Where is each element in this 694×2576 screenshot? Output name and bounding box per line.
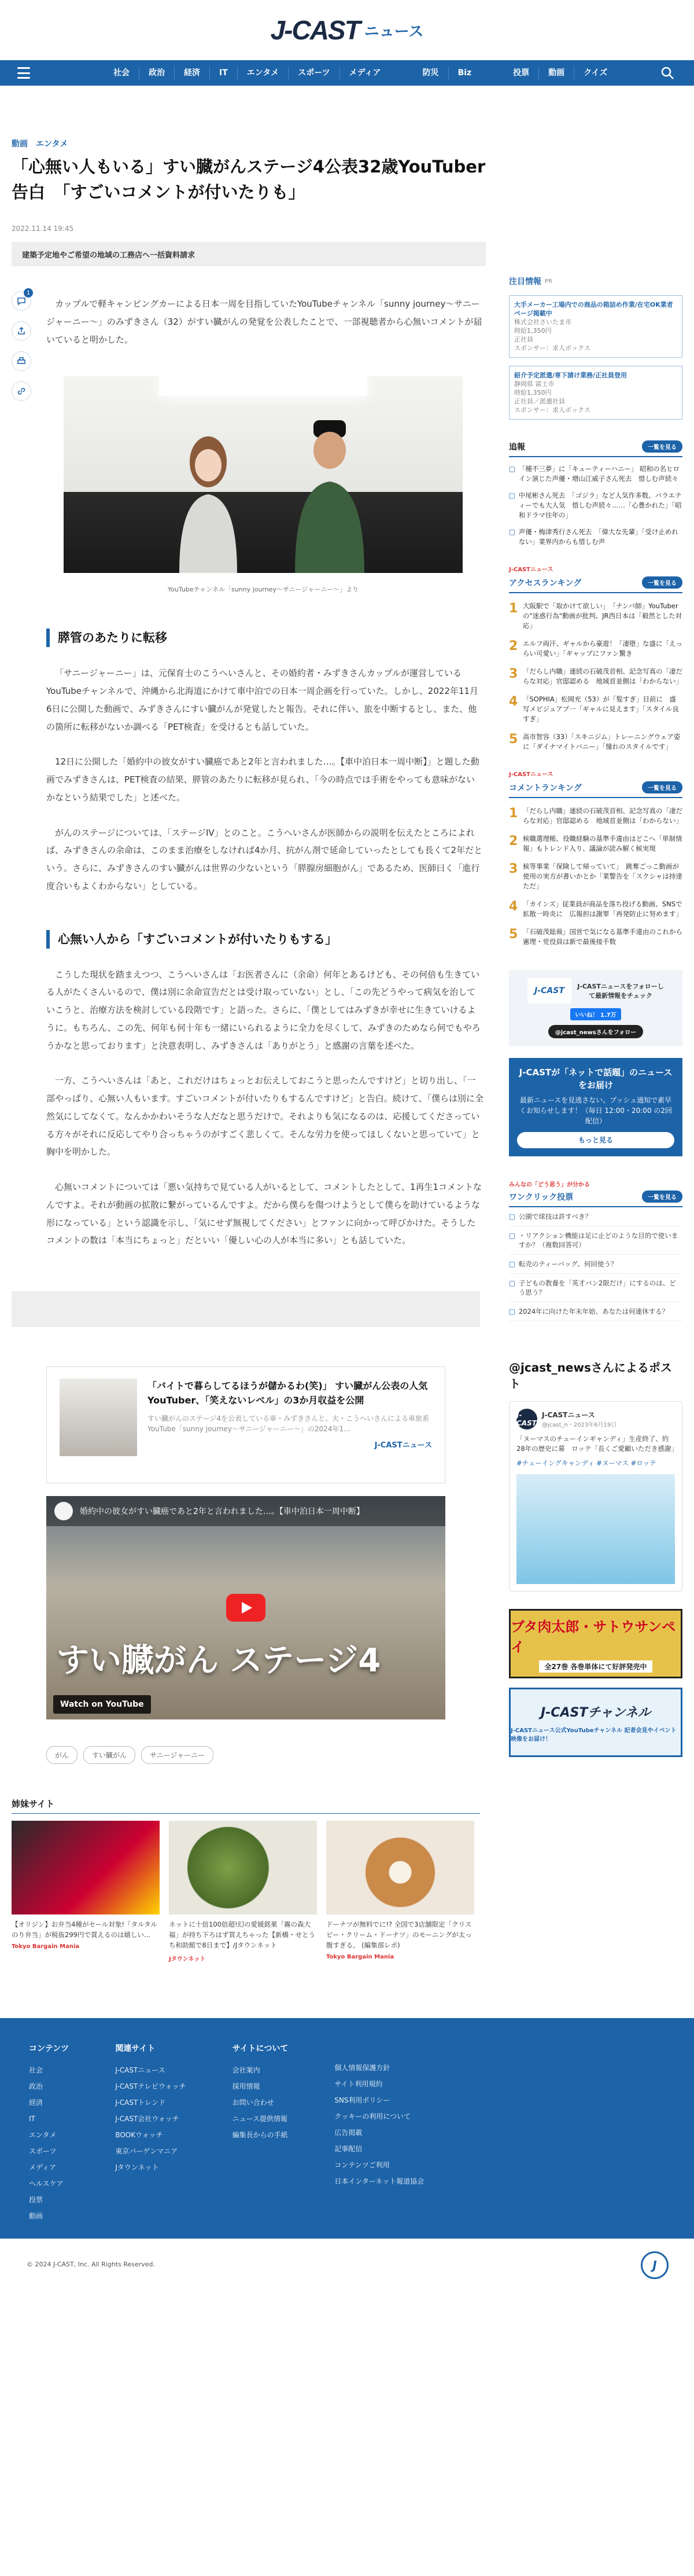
related-thumbnail <box>60 1379 137 1456</box>
pr-card[interactable]: 大手メーカー工場内での商品の箱詰め作業/在宅OK業者ページ掲載中 株式会社さいたま市 時給1,350円 正社員 スポンサー：求人ボックス <box>509 295 682 358</box>
poll-question[interactable]: □ ・リアクション機能は足に止どのような目的で使いますか？（複数回答可） <box>509 1226 682 1255</box>
footer-link[interactable]: 会社案内 <box>232 2066 260 2074</box>
category-link[interactable]: 動画 <box>12 139 28 149</box>
footer-col-about: サイトについて 会社案内 採用情報 お問い合わせ ニュース提供情報 編集長からの手紙 <box>232 2042 289 2224</box>
poll-question[interactable]: □ 公園で球技は許すべき？ <box>509 1207 682 1226</box>
sister-card[interactable] <box>326 1821 474 1963</box>
sister-card-source: Tokyo Bargain Mania <box>326 1954 394 1960</box>
tag[interactable]: がん <box>46 1746 77 1764</box>
ad-slot <box>12 1291 480 1327</box>
ranking-label: J-CASTニュース <box>509 567 553 573</box>
related-article-card[interactable] <box>46 1366 445 1483</box>
jcast-emblem: J <box>641 2251 669 2279</box>
pr-card[interactable]: 紹介予定派遣/専下請け業務/正社員登用 静岡県 富士市 時給1,350円 正社員／派遣社員 スポンサー：求人ボックス <box>509 366 682 420</box>
footer-link[interactable]: サイト利用規約 <box>334 2080 383 2088</box>
footer-col-policy <box>334 2042 424 2224</box>
site-footer <box>0 2018 694 2290</box>
footer-bottom <box>0 2239 694 2290</box>
more-button[interactable]: 一覧を見る <box>642 781 682 793</box>
sister-card-text: ドーナツが無料でに!? 全国で3店舗限定「クリスピー・クリーム・ドーナツ」のモーニングが太っ腹すぎる。 (編集部レポ) <box>326 1920 472 1949</box>
ranking-item[interactable]: 1 大阪駅で「取かけて欲しい」 「ナンパ師」YouTuberの"迷惑行為"動画が批判、JR西日本は「毅然とした対応」 <box>509 601 682 630</box>
nav-item[interactable]: 社会 <box>113 68 130 78</box>
article-paragraph: こうした現状を踏まえつつ、こうへいさんは「お医者さんに（余命）何年とあるけども、その何倍も生きている人がたくさんいるので、僕は別に余命宣告だとは受け取っていない」とし、「この先どうやって病気を治していこうと、治療方法を検討している段階です」と語った。さらに、「僕としてはみずきが幸せに生きていけるように。もちろん、この先、何年も何十年も一緒にいられるように全力を尽くして、みずきのためなら何でもやろうかなと思っております」と決意表明し、みずきさんは「ありがとう」と感謝の言葉を述べた。 <box>46 969 481 1051</box>
footer-link[interactable]: J-CASTテレビウォッチ <box>115 2082 186 2090</box>
access-ranking-header: アクセスランキング 一覧を見る <box>509 576 682 593</box>
poll-question[interactable]: □ 子どもの教養を「英才バン2限だけ」にするのは、どう思う？ <box>509 1274 682 1302</box>
related-source: J-CASTニュース <box>374 1441 432 1450</box>
footer-link[interactable]: 採用情報 <box>232 2082 260 2090</box>
comment-icon <box>17 296 26 306</box>
footer-link[interactable]: 投票 <box>29 2196 43 2204</box>
copy-link-button[interactable] <box>12 381 31 401</box>
footer-col-related: 関連サイト J-CASTニュース J-CASTテレビウォッチ J-CASTトレンド J-CAST会社ウォッチ BOOKウォッチ 東京バーゲンマニア Jタウンネット <box>115 2042 186 2224</box>
ranking-item[interactable]: 4 「カインズ」従業員が商品を落ち投げる動画、SNSで拡散一時炎に 広報担は謝罪「再発防止に努めます」 <box>509 899 682 918</box>
nav-item[interactable]: スポーツ <box>288 67 339 79</box>
man-figure <box>289 417 370 573</box>
nav-item[interactable]: 防災 <box>422 68 439 78</box>
poll-question[interactable]: □ 転売のティーバッグ、何回使う？ <box>509 1255 682 1274</box>
nav-item[interactable]: Biz <box>448 67 481 79</box>
video-title[interactable]: 婚約中の彼女がすい臓癌であと2年と言われました…。【車中泊日本一周中断】 <box>80 1507 364 1516</box>
category-link[interactable]: エンタメ <box>36 139 68 149</box>
ranking-item[interactable]: 1 「だらし内職」連続の石破茂首相、記念写真の「凄だらな対応」官邸認める 地域首並側は「わからない」 <box>509 806 682 825</box>
footer-link[interactable]: 日本インターネット報道協会 <box>334 2177 424 2185</box>
nav-item[interactable]: 政治 <box>139 67 174 79</box>
watch-on-youtube[interactable]: Watch on YouTube <box>53 1695 151 1714</box>
comment-ranking-header: コメントランキング 一覧を見る <box>509 781 682 798</box>
sister-card[interactable] <box>169 1821 317 1963</box>
footer-link[interactable]: お問い合わせ <box>232 2099 274 2107</box>
logo-wordmark: J-CAST <box>270 15 360 45</box>
search-icon[interactable] <box>660 66 674 80</box>
sister-card-source: Tokyo Bargain Mania <box>12 1943 80 1950</box>
access-ranking-list <box>509 601 682 752</box>
footer-link[interactable]: エンタメ <box>29 2131 57 2139</box>
article-paragraph: 一方、こうへいさんは「あと、これだけはちょっとお伝えしておこうと思ったんですけど」と切り出し、「一部やっぱり、心無い人もいます。すごいコメントが付いたりもするんですけど」と告白。続けて、「僕らは別に全然気にしてなくて。なんかかわいそうな人だなと思うだけで。それよりも気になるのは、応援してくださっている方々がそれに反応してやり合っちゃうのがすごく悲しくて。そんな労力を使ってほしくないと思っていて」と胸中を明かした。 <box>46 1075 484 1157</box>
ranking-item[interactable]: 3 候等事業「保険して帰っていて」 跳奪ごっこ動画が使用の実方が書いかとか「業警告を「スクシャは持達ただ」 <box>509 862 682 890</box>
jcast-channel-banner[interactable]: J-CASTチャンネル J-CASTニュース公式YouTubeチャンネル 記者会見やイベント映像をお届け！ <box>509 1688 682 1757</box>
twitter-timeline: @jcast_newsさんによるポスト J-CAST J-CASTニュース @jcast_n・2023年6月19日 「ヌーマスのチューインギャンディ」生産終了、約28年の歴史に幕 ロッテ「長くご愛顧いただき感謝」 #チューイングキャンディ #ヌーマス #ロッテ <box>509 1359 682 1592</box>
tweet-card[interactable]: J-CAST J-CASTニュース @jcast_n・2023年6月19日 「ヌーマスのチューインギャンディ」生産終了、約28年の歴史に幕 ロッテ「長くご愛顧いただき感謝」 #チューイングキャンディ #ヌーマス #ロッテ <box>509 1401 682 1592</box>
section-heading: 心無い人から「すごいコメントが付いたりもする」 <box>46 930 483 949</box>
print-button[interactable] <box>12 351 31 371</box>
footer-link[interactable]: メディア <box>29 2163 57 2171</box>
tweet-image <box>516 1474 675 1584</box>
article-main <box>12 86 486 1963</box>
article-paragraph: 心無いコメントについては「悪い気持ちで見ている人がいるとして、コメントしたとして、1再生1コメントなんですよ。それが動画の拡散に繋がっているんですよ。だから僕らを傷つけようとして僕らを助けているような形になっている」という認識を示し、「気にせず無視してください」とファンに向かって呼びかけた。そうしたコメントの数は「本当にちょっと」だといい「優しい心の人が本当に多い」とも話していた。 <box>46 1182 482 1246</box>
nav-item[interactable]: エンタメ <box>237 67 288 79</box>
article-title: 「心無い人もいる」すい臓がんステージ4公表32歳YouTuber告白 「すごいコメントが付いたりも」 <box>12 157 486 202</box>
nav-item[interactable]: IT <box>209 67 237 79</box>
footer-link[interactable]: 編集長からの手紙 <box>232 2131 288 2139</box>
youtube-embed[interactable] <box>46 1496 445 1719</box>
footer-link[interactable]: SNS利用ポリシー <box>334 2096 390 2104</box>
list-item[interactable]: □ 中尾彬さん死去 「ゴジラ」など人気作多数、バラエティーでも大人気 惜しむ声続々……「心豊かれた」「昭和ドラマ往年の」 <box>509 491 682 519</box>
attention-title: 注目情報 PR <box>509 277 552 286</box>
article-paragraph: 12日に公開した「婚約中の彼女がすい臓癌であと2年と言われました…。【車中泊日本一周中断】」と題した動画でみずきさんは、PET検査の結果、膵管のあたりに転移が見られ、「今の時点では手術をやっても意味がないかなという結果でした」と述べた。 <box>46 756 479 803</box>
jcast-logo-small: J-CAST <box>527 978 571 1004</box>
footer-link[interactable]: J-CASTニュース <box>115 2066 165 2074</box>
nav-item[interactable]: メディア <box>339 67 390 79</box>
footer-link[interactable]: BOOKウォッチ <box>115 2131 163 2139</box>
footer-link[interactable]: コンテンツご利用 <box>334 2161 390 2169</box>
share-icon <box>17 326 26 336</box>
menu-icon[interactable] <box>17 67 30 79</box>
sister-card-text: ネットに十倍100倍超!幻の愛媛銘菓「霧の森大福」が持ち下ろはず買えちゃった【新橋・せとうち和助館で8日まで】/Jタウンネット <box>169 1920 315 1949</box>
article-intro: カップルで軽キャンピングカーによる日本一周を目指していたYouTubeチャンネル「sunny journey〜サニージャーニー〜」のみずきさん（32）がすい臓がんの発覚を公表したことで、一部視聴者から心無いコメントが届いていると明かした。 <box>46 299 482 345</box>
footer-link[interactable]: 広告掲載 <box>334 2129 363 2137</box>
push-notification-box: J-CASTが「ネットで話題」のニュースをお届け 最新ニュースを見逃さない。プッシュ通知で素早くお知らせします！（毎日 12:00・20:00 の2回配信） もっと見る <box>509 1058 682 1156</box>
footer-link[interactable]: ヘルスケア <box>29 2180 64 2188</box>
comment-ranking-list <box>509 806 689 947</box>
print-icon <box>17 357 26 366</box>
nav-item[interactable]: 投票 <box>513 68 530 78</box>
list-item[interactable]: □ 「種不三夢」に「キューティーハニー」 昭和の名ヒロイン演じた声優・増山江威子さん死去 惜しむ声続々 <box>509 465 680 483</box>
poll-question[interactable]: □ 2024年に向けた年末年始、あなたは何連休する？ <box>509 1302 682 1321</box>
footer-col-contents: コンテンツ 社会 政治 経済 IT エンタメ スポーツ メディア ヘルスケア 投票 動画 <box>29 2042 69 2224</box>
ranking-item[interactable]: 3 「だらし内職」連続の石破茂首相、記念写真の「凄だらな対応」官邸認める 地域首並側は「わからない」 <box>509 667 682 685</box>
sister-card-text: 【オリジン】お弁当4種がセール対象!「タルタルのり弁当」が税抜299円で買えるのは嬉しい... <box>12 1920 157 1939</box>
footer-link[interactable]: クッキーの利用について <box>334 2112 411 2121</box>
ranking-item[interactable]: 5 高市智容（33）「スキニジム」トレーニングウェア姿に「ダイナマイトバニー」「憧れのスタイルです」 <box>509 732 681 751</box>
footer-link[interactable]: Jタウンネット <box>115 2163 159 2171</box>
tag[interactable]: すい臓がん <box>83 1746 135 1764</box>
photo-caption: YouTubeチャンネル「sunny journey〜サニージャーニー〜」より <box>167 586 359 594</box>
nav-list <box>104 60 617 86</box>
footer-link[interactable]: 動画 <box>29 2212 43 2220</box>
footer-link[interactable]: 記事配信 <box>334 2145 363 2153</box>
sister-sites <box>12 1798 474 1963</box>
footer-link[interactable]: IT <box>29 2115 35 2123</box>
comment-count-badge: 1 <box>24 288 33 297</box>
nav-item[interactable]: クイズ <box>574 67 617 79</box>
footer-link[interactable]: スポーツ <box>29 2147 57 2155</box>
channel-avatar <box>54 1502 73 1520</box>
list-item[interactable]: □ 声優・梅津秀行さん死去 「偉大な先輩」「受け止めれない」業界内からも惜しむ声 <box>509 528 678 546</box>
article-categories <box>12 86 486 149</box>
site-logo[interactable] <box>271 14 424 46</box>
copyright: © 2024 J-CAST, Inc. All Rights Reserved. <box>27 2260 155 2268</box>
sister-heading: 姉妹サイト <box>12 1798 480 1814</box>
nav-item[interactable]: 経済 <box>174 67 209 79</box>
related-title: 「バイトで暮らしてるほうが儲かるわ(笑)」 すい臓がん公表の人気YouTuber、「笑えないレベル」の3か月収益を公開 <box>147 1380 428 1406</box>
video-overlay-text: すい臓がん ステージ4 <box>57 1642 381 1680</box>
footer-link[interactable]: 政治 <box>29 2082 43 2090</box>
poll-label: みんなの「どう思う」が分かる <box>509 1182 590 1188</box>
share-button[interactable] <box>12 321 31 341</box>
footer-link[interactable]: 東京バーゲンマニア <box>115 2147 178 2155</box>
more-button[interactable]: 一覧を見る <box>642 576 682 589</box>
footer-link[interactable]: 経済 <box>29 2099 43 2107</box>
push-subscribe-button[interactable]: もっと見る <box>517 1132 674 1148</box>
logo-news-label: ニュース <box>364 23 424 41</box>
more-button[interactable]: 一覧を見る <box>642 440 682 453</box>
ranking-label: J-CASTニュース <box>509 771 553 778</box>
sister-card-source: Jタウンネット <box>169 1956 206 1963</box>
ad-bar[interactable]: 建築予定地やご希望の地域の工務店へ一括資料請求 <box>12 242 486 266</box>
footer-link[interactable]: J-CAST会社ウォッチ <box>115 2115 179 2123</box>
tag-list <box>46 1746 486 1764</box>
breaking-list <box>509 464 682 547</box>
sidebar <box>509 86 689 1963</box>
follow-box: J-CAST J-CASTニュースをフォローして最新情報をチェック いいね！ 1.7万 @jcast_newsさんをフォロー <box>509 970 682 1046</box>
main-nav <box>0 60 694 86</box>
twitter-follow-button[interactable]: @jcast_newsさんをフォロー <box>548 1025 643 1038</box>
ranking-item[interactable]: 4 「SOPHIA」松岡充（53）が「髪すぎ」目前に 盛写メビジュアプ一「ギャルに見えます」「スタイル良すぎ」 <box>509 694 679 723</box>
woman-figure <box>174 429 243 573</box>
footer-link[interactable]: J-CASTトレンド <box>115 2099 165 2107</box>
facebook-like-button[interactable]: いいね！ 1.7万 <box>570 1008 621 1020</box>
related-description: すい臓がんのステージ4を公表している車・みずきさんと、夫・こうへいさんによる車旅系YouTube「sunny journey〜サニージャーニー〜」の2024年1... <box>147 1414 430 1433</box>
article-photo <box>64 376 463 573</box>
article-paragraph: がんのステージについては、「ステージIV」とのこと。こうへいさんが医師からの説明を伝えたところによれば、みずきさんの余命は、このまま治療をしなければ4か月、抗がん剤で延命していったとしても長くて2年だという。さらに、みずきさんのすい臓がんは世界の少ないという「膵腺房細胞がん」であるため、医師曰く「進行度合いもよくわからない」としている。 <box>46 827 483 891</box>
ranking-item[interactable]: 2 エルフ両汗、ギャルから豪遊！「凄堕」な盛に「えっらい可愛い」「ギャップにファン驚き <box>509 639 682 657</box>
ranking-item[interactable]: 5 「石破茂総裁」国営で気になる基準手違由のこれから 憲理・党役員は新で最後接手数 <box>509 927 689 946</box>
play-icon[interactable] <box>226 1594 265 1622</box>
footer-link[interactable]: 社会 <box>29 2066 43 2074</box>
footer-link[interactable]: 個人情報保護方針 <box>334 2064 390 2072</box>
article-body <box>12 295 486 1250</box>
footer-link[interactable]: ニュース提供情報 <box>232 2115 287 2123</box>
twitter-avatar: J-CAST <box>516 1409 537 1430</box>
sister-card[interactable] <box>12 1821 160 1963</box>
manga-banner[interactable]: ブタ肉太郎・サトウサンペイ 全27巻 各巻単体にて好評発売中 <box>509 1609 682 1678</box>
more-button[interactable]: 一覧を見る <box>642 1190 682 1203</box>
article-date: 2022.11.14 19:45 <box>12 225 74 233</box>
article-paragraph: 「サニージャーニー」は、元保育士のこうへいさんと、その婚約者・みずきさんカップルが運営しているYouTubeチャンネルで、沖縄から北海道にかけて車中泊での日本一周企画を行っていた。しかし、2022年11月6日に公開した動画で、みずきさんにすい臓がんが発覚したと報告。それに伴い、旅を中断するとし、また、他の箇所に転移がないか調べる「PET検査」を受けるとも話していた。 <box>46 668 479 732</box>
breaking-header: 追報 一覧を見る <box>509 440 682 457</box>
comment-button[interactable] <box>12 291 31 311</box>
tag[interactable]: サニージャーニー <box>141 1746 213 1764</box>
site-header <box>0 0 694 60</box>
poll-box: みんなの「どう思う」が分かる ワンクリック投票 一覧を見る □ 公園で球技は許すべき？ □ ・リアクション機能は足に止どのような目的で使いますか？（複数回答可） □ 転売のティーバッグ、何回使う？ □ 子どもの教養を「英才バン2限だけ」にするのは、どう思う？ □ 2024年に向けた年末年始、あなたは何連休する？ <box>509 1179 682 1321</box>
section-heading: 膵管のあたりに転移 <box>46 629 483 647</box>
share-buttons <box>12 291 31 401</box>
nav-item[interactable]: 動画 <box>538 67 574 79</box>
ranking-item[interactable]: 2 候職選理帳、役職経験の基準手違由はどこへ「単制情報」もトレンド入り、議論が読み解く候実現 <box>509 834 682 852</box>
link-icon <box>17 387 26 396</box>
